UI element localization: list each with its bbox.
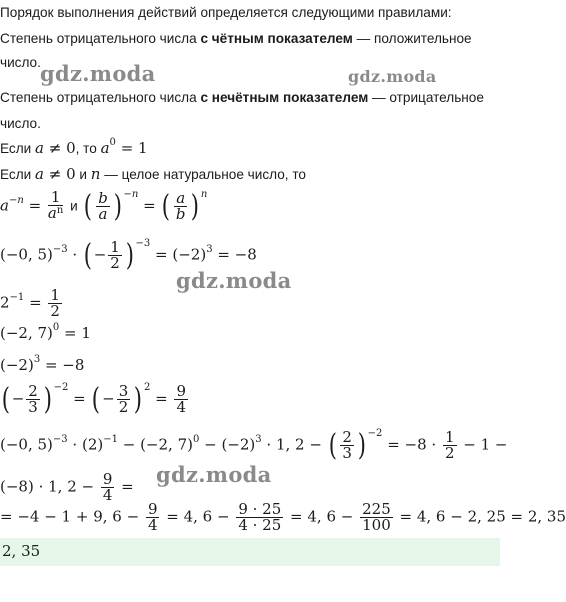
zero-power-rule: Если a ≠ 0, то $a^0 = 1$	[0, 137, 148, 157]
watermark: gdz.moda	[156, 462, 272, 487]
formula-step-2: $2^{-1}$ = $\frac{1}{2}$	[0, 286, 60, 320]
formula-step-4: $(-2)^3 = -8$	[0, 354, 85, 374]
formula-step-5: ( − $\frac{2}{3}$ ) $^{-2}$ = ( − $\frac{3}{2}$ ) $^2$ = $\frac{9}{4}$	[1, 381, 187, 417]
formula-full-line-3: = −4 − 1 + 9, 6 − $\frac{9}{4}$ = 4, 6 − $\frac{9 \cdot 25}{4 \cdot 25}$ = 4, 6 − $\frac{225}{100}$ = 4, 6 − 2, 25 = 2, 35	[0, 500, 566, 534]
even-rule-tail: число.	[0, 55, 41, 70]
formula-step-3: (−2, 7)$^0$ = 1	[0, 322, 91, 342]
answer-value: 2, 35	[2, 542, 41, 560]
watermark: gdz.moda	[348, 67, 437, 86]
watermark: gdz.moda	[40, 61, 156, 86]
answer-box	[0, 538, 500, 566]
odd-rule-tail: число.	[0, 116, 41, 131]
intro-text: Порядок выполнения действий определяется следующими правилами:	[0, 5, 452, 20]
formula-full-line-2: (−8) · 1, 2 − $\frac{9}{4}$ =	[0, 470, 134, 504]
formula-full-line-1: (−0, $5)^{-3} \cdot (2)^{-1} - (-2$, $7)^0 - (-2)^3 \cdot 1$, 2 − ( $\frac{2}{3}$ ) $^{-2}$ = −8 · $\frac{1}{2}$ − 1 −	[0, 427, 508, 463]
even-rule: Степень отрицательного числа с чётным показателем — положительное	[0, 31, 472, 46]
odd-rule: Степень отрицательного числа с нечётным показателем — отрицательное	[0, 90, 484, 105]
formula-negative-exponent: $a^{-n}$ = $\frac{1}{a^n}$ и ( $\frac{b}{a}$ ) $^{-n}$ = ( $\frac{a}{b}$ ) $^n$	[0, 188, 208, 224]
negative-power-rule: Если a ≠ 0 и n — целое натуральное число, то	[0, 165, 306, 183]
formula-step-1: (−0, 5)$^{-3}$ · ( − $\frac{1}{2}$ ) $^{-3} = (-2)^3 = -8$	[0, 237, 257, 273]
watermark: gdz.moda	[176, 268, 292, 293]
